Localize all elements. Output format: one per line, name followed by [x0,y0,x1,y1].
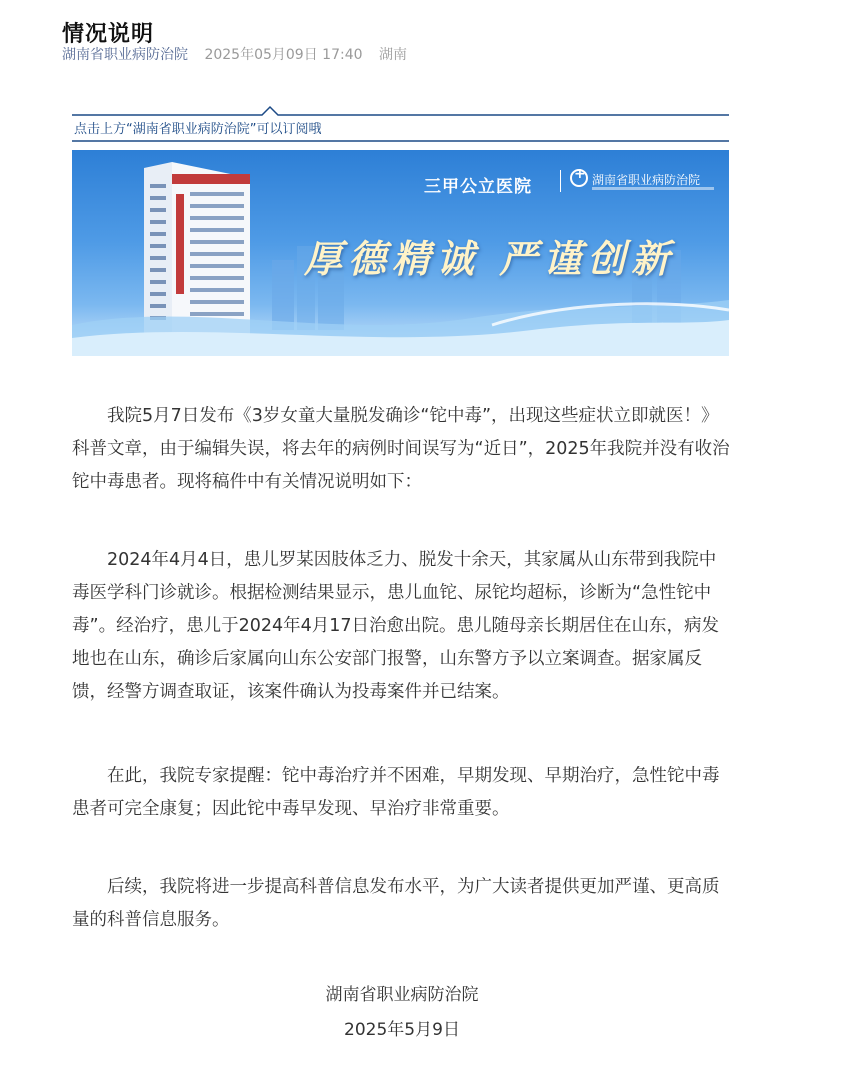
signature-date: 2025年5月9日 [344,1020,460,1040]
body-paragraph-1: 我院5月7日发布《3岁女童大量脱发确诊“铊中毒”，出现这些症状立即就医！》科普文章，由于编辑失误，将去年的病例时间误写为“近日”，2025年我院并没有收治铊中毒患者。现将稿件中有关情况说明如下： [72,406,730,492]
subscribe-bar[interactable] [72,104,729,142]
banner-tier-label: 三甲公立医院 [424,177,532,197]
account-name-link[interactable]: 湖南省职业病防治院 [62,47,188,63]
publish-datetime: 2025年05月09日 17:40 [204,47,363,63]
article-meta [62,44,407,64]
body-paragraph-2: 2024年4月4日，患儿罗某因肢体乏力、脱发十余天，其家属从山东带到我院中毒医学科门诊就诊。根据检测结果显示，患儿血铊、尿铊均超标，诊断为“急性铊中毒”。经治疗，患儿于2024年4月17日治愈出院。患儿随母亲长期居住在山东，病发地也在山东，确诊后家属向山东公安部门报警，山东警方予以立案调查。据家属反馈，经警方调查取证，该案件确认为投毒案件并已结案。 [72,550,720,702]
banner-hospital-name: 湖南省职业病防治院 [592,173,701,187]
hospital-banner [72,150,729,356]
banner-divider [560,170,561,192]
page-title: 情况说明 [62,21,155,47]
banner-english-name-bar [592,187,714,190]
subscribe-text: 点击上方“湖南省职业病防治院”可以订阅哦 [74,122,322,137]
banner-slogan: 厚德精诚 严谨创新 [304,236,676,281]
hospital-logo-icon [570,169,588,187]
signature-org: 湖南省职业病防治院 [325,985,479,1005]
building-icon [144,162,250,340]
body-paragraph-4: 后续，我院将进一步提高科普信息发布水平，为广大读者提供更加严谨、更高质量的科普信息服务。 [72,877,720,930]
body-paragraph-3: 在此，我院专家提醒：铊中毒治疗并不困难，早期发现、早期治疗，急性铊中毒患者可完全康复；因此铊中毒早发现、早治疗非常重要。 [72,766,720,819]
publish-location: 湖南 [378,47,407,63]
